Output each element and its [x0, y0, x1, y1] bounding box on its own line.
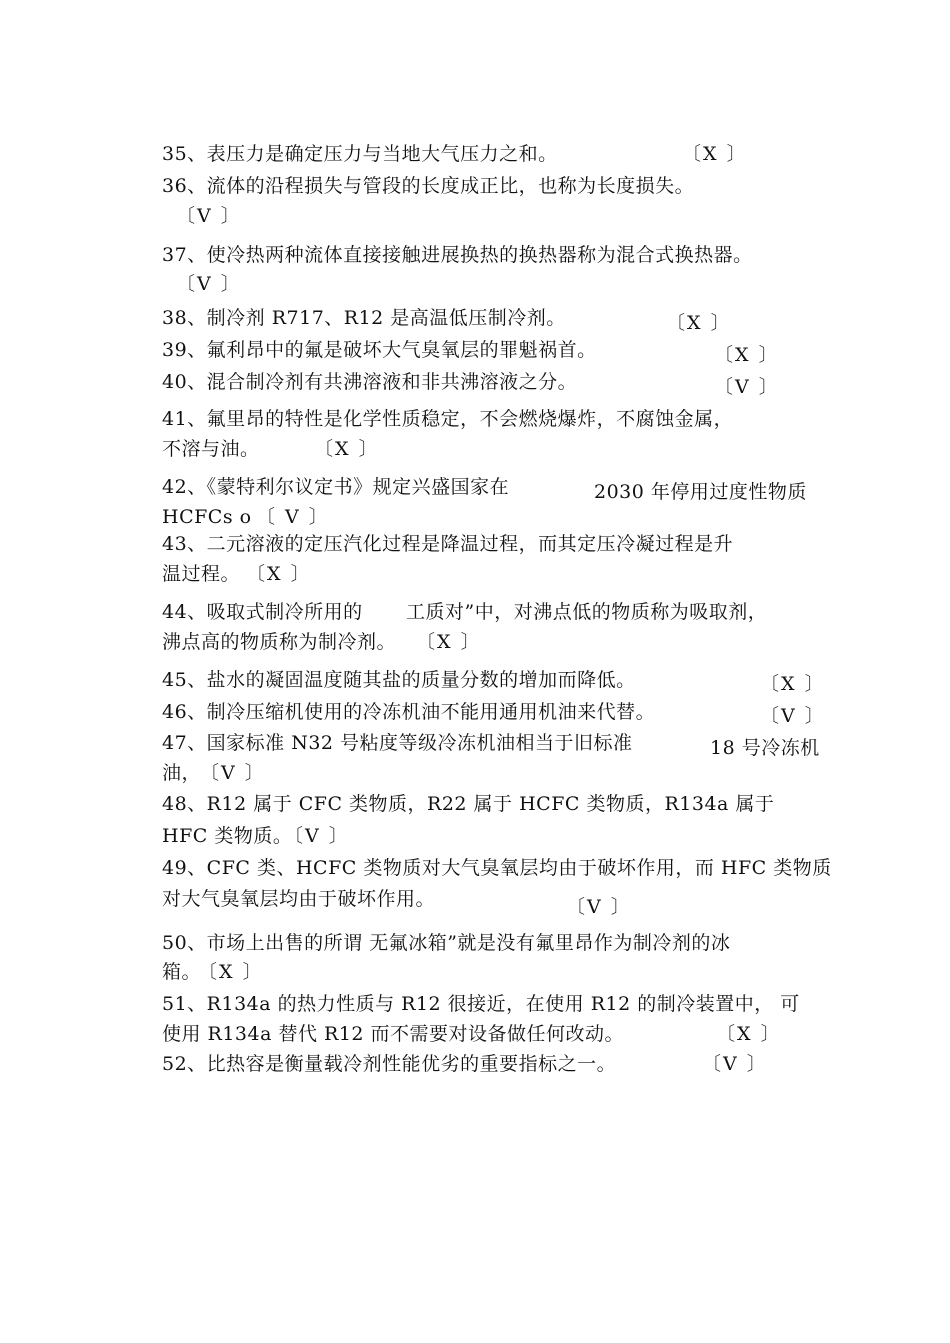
q51-answer: 〔X 〕: [716, 1023, 782, 1045]
q50-text-line2: 箱。: [162, 961, 202, 983]
q37-text: 37、使冷热两种流体直接接触进展换热的换热器称为混合式换热器。: [162, 244, 753, 266]
q43-text-line2: 温过程。: [162, 563, 241, 585]
q48-text-line1: 48、R12 属于 CFC 类物质，R22 属于 HCFC 类物质，R134a 属于: [162, 793, 775, 815]
q47-text-line1: 47、国家标准 N32 号粘度等级冷冻机油相当于旧标准: [162, 732, 633, 754]
q41-text-line2: 不溶与油。: [162, 438, 260, 460]
q36-text: 36、流体的沿程损失与管段的长度成正比，也称为长度损失。: [162, 175, 695, 197]
q35-answer: 〔X 〕: [682, 143, 748, 165]
q44-text-line1: 44、吸取式制冷所用的: [162, 601, 363, 623]
q43-text-line1: 43、二元溶液的定压汽化过程是降温过程，而其定压冷凝过程是升: [162, 533, 734, 555]
q46-text: 46、制冷压缩机使用的冷冻机油不能用通用机油来代替。: [162, 701, 656, 723]
q44-answer: 〔X 〕: [416, 631, 482, 653]
q49-answer: 〔V 〕: [566, 896, 632, 918]
q44-text-line1-tail: 工质对”中，对沸点低的物质称为吸取剂，: [406, 601, 768, 623]
q41-answer: 〔X 〕: [314, 438, 380, 460]
q45-text: 45、盐水的凝固温度随其盐的质量分数的增加而降低。: [162, 669, 636, 691]
q52-text: 52、比热容是衡量载冷剂性能优劣的重要指标之一。: [162, 1053, 617, 1075]
q51-text-line1: 51、R134a 的热力性质与 R12 很接近，在使用 R12 的制冷装置中， 可: [162, 993, 800, 1015]
q44-text-line2: 沸点高的物质称为制冷剂。: [162, 631, 397, 653]
q40-answer: 〔V 〕: [714, 376, 780, 398]
q50-answer: 〔X 〕: [198, 961, 264, 983]
q42-answer: 〔 V 〕: [256, 506, 330, 528]
q49-text-line2: 对大气臭氧层均由于破坏作用。: [162, 888, 436, 910]
q51-text-line2: 使用 R134a 替代 R12 而不需要对设备做任何改动。: [162, 1023, 625, 1045]
q48-text-line2: HFC 类物质。: [162, 825, 293, 847]
q47-text-line1-tail: 18 号冷冻机: [710, 737, 820, 759]
q42-text-line2: HCFCs o: [162, 506, 252, 528]
q48-answer: 〔V 〕: [284, 825, 350, 847]
q43-answer: 〔X 〕: [246, 563, 312, 585]
q50-text-line1: 50、市场上出售的所谓 无氟冰箱”就是没有氟里昂作为制冷剂的冰: [162, 932, 731, 954]
q38-text: 38、制冷剂 R717、R12 是高温低压制冷剂。: [162, 307, 566, 329]
q41-text-line1: 41、氟里昂的特性是化学性质稳定，不会燃烧爆炸，不腐蚀金属，: [162, 408, 734, 430]
q42-text-line1-tail: 2030 年停用过度性物质: [594, 481, 807, 503]
q47-text-line2: 油，: [162, 762, 202, 784]
q52-answer: 〔V 〕: [702, 1053, 768, 1075]
q49-text-line1: 49、CFC 类、HCFC 类物质对大气臭氧层均由于破坏作用，而 HFC 类物质: [162, 857, 832, 879]
q39-answer: 〔X 〕: [714, 344, 780, 366]
q42-text-line1: 42、《蒙特利尔议定书》规定兴盛国家在: [162, 476, 510, 498]
q36-answer: 〔V 〕: [176, 205, 242, 227]
q35-text: 35、表压力是确定压力与当地大气压力之和。: [162, 143, 558, 165]
q40-text: 40、混合制冷剂有共沸溶液和非共沸溶液之分。: [162, 371, 578, 393]
q45-answer: 〔X 〕: [760, 673, 826, 695]
q39-text: 39、氟利昂中的氟是破坏大气臭氧层的罪魁祸首。: [162, 339, 597, 361]
q37-answer: 〔V 〕: [176, 273, 242, 295]
q38-answer: 〔X 〕: [666, 312, 732, 334]
q47-answer: 〔V 〕: [200, 762, 266, 784]
q46-answer: 〔V 〕: [760, 705, 826, 727]
